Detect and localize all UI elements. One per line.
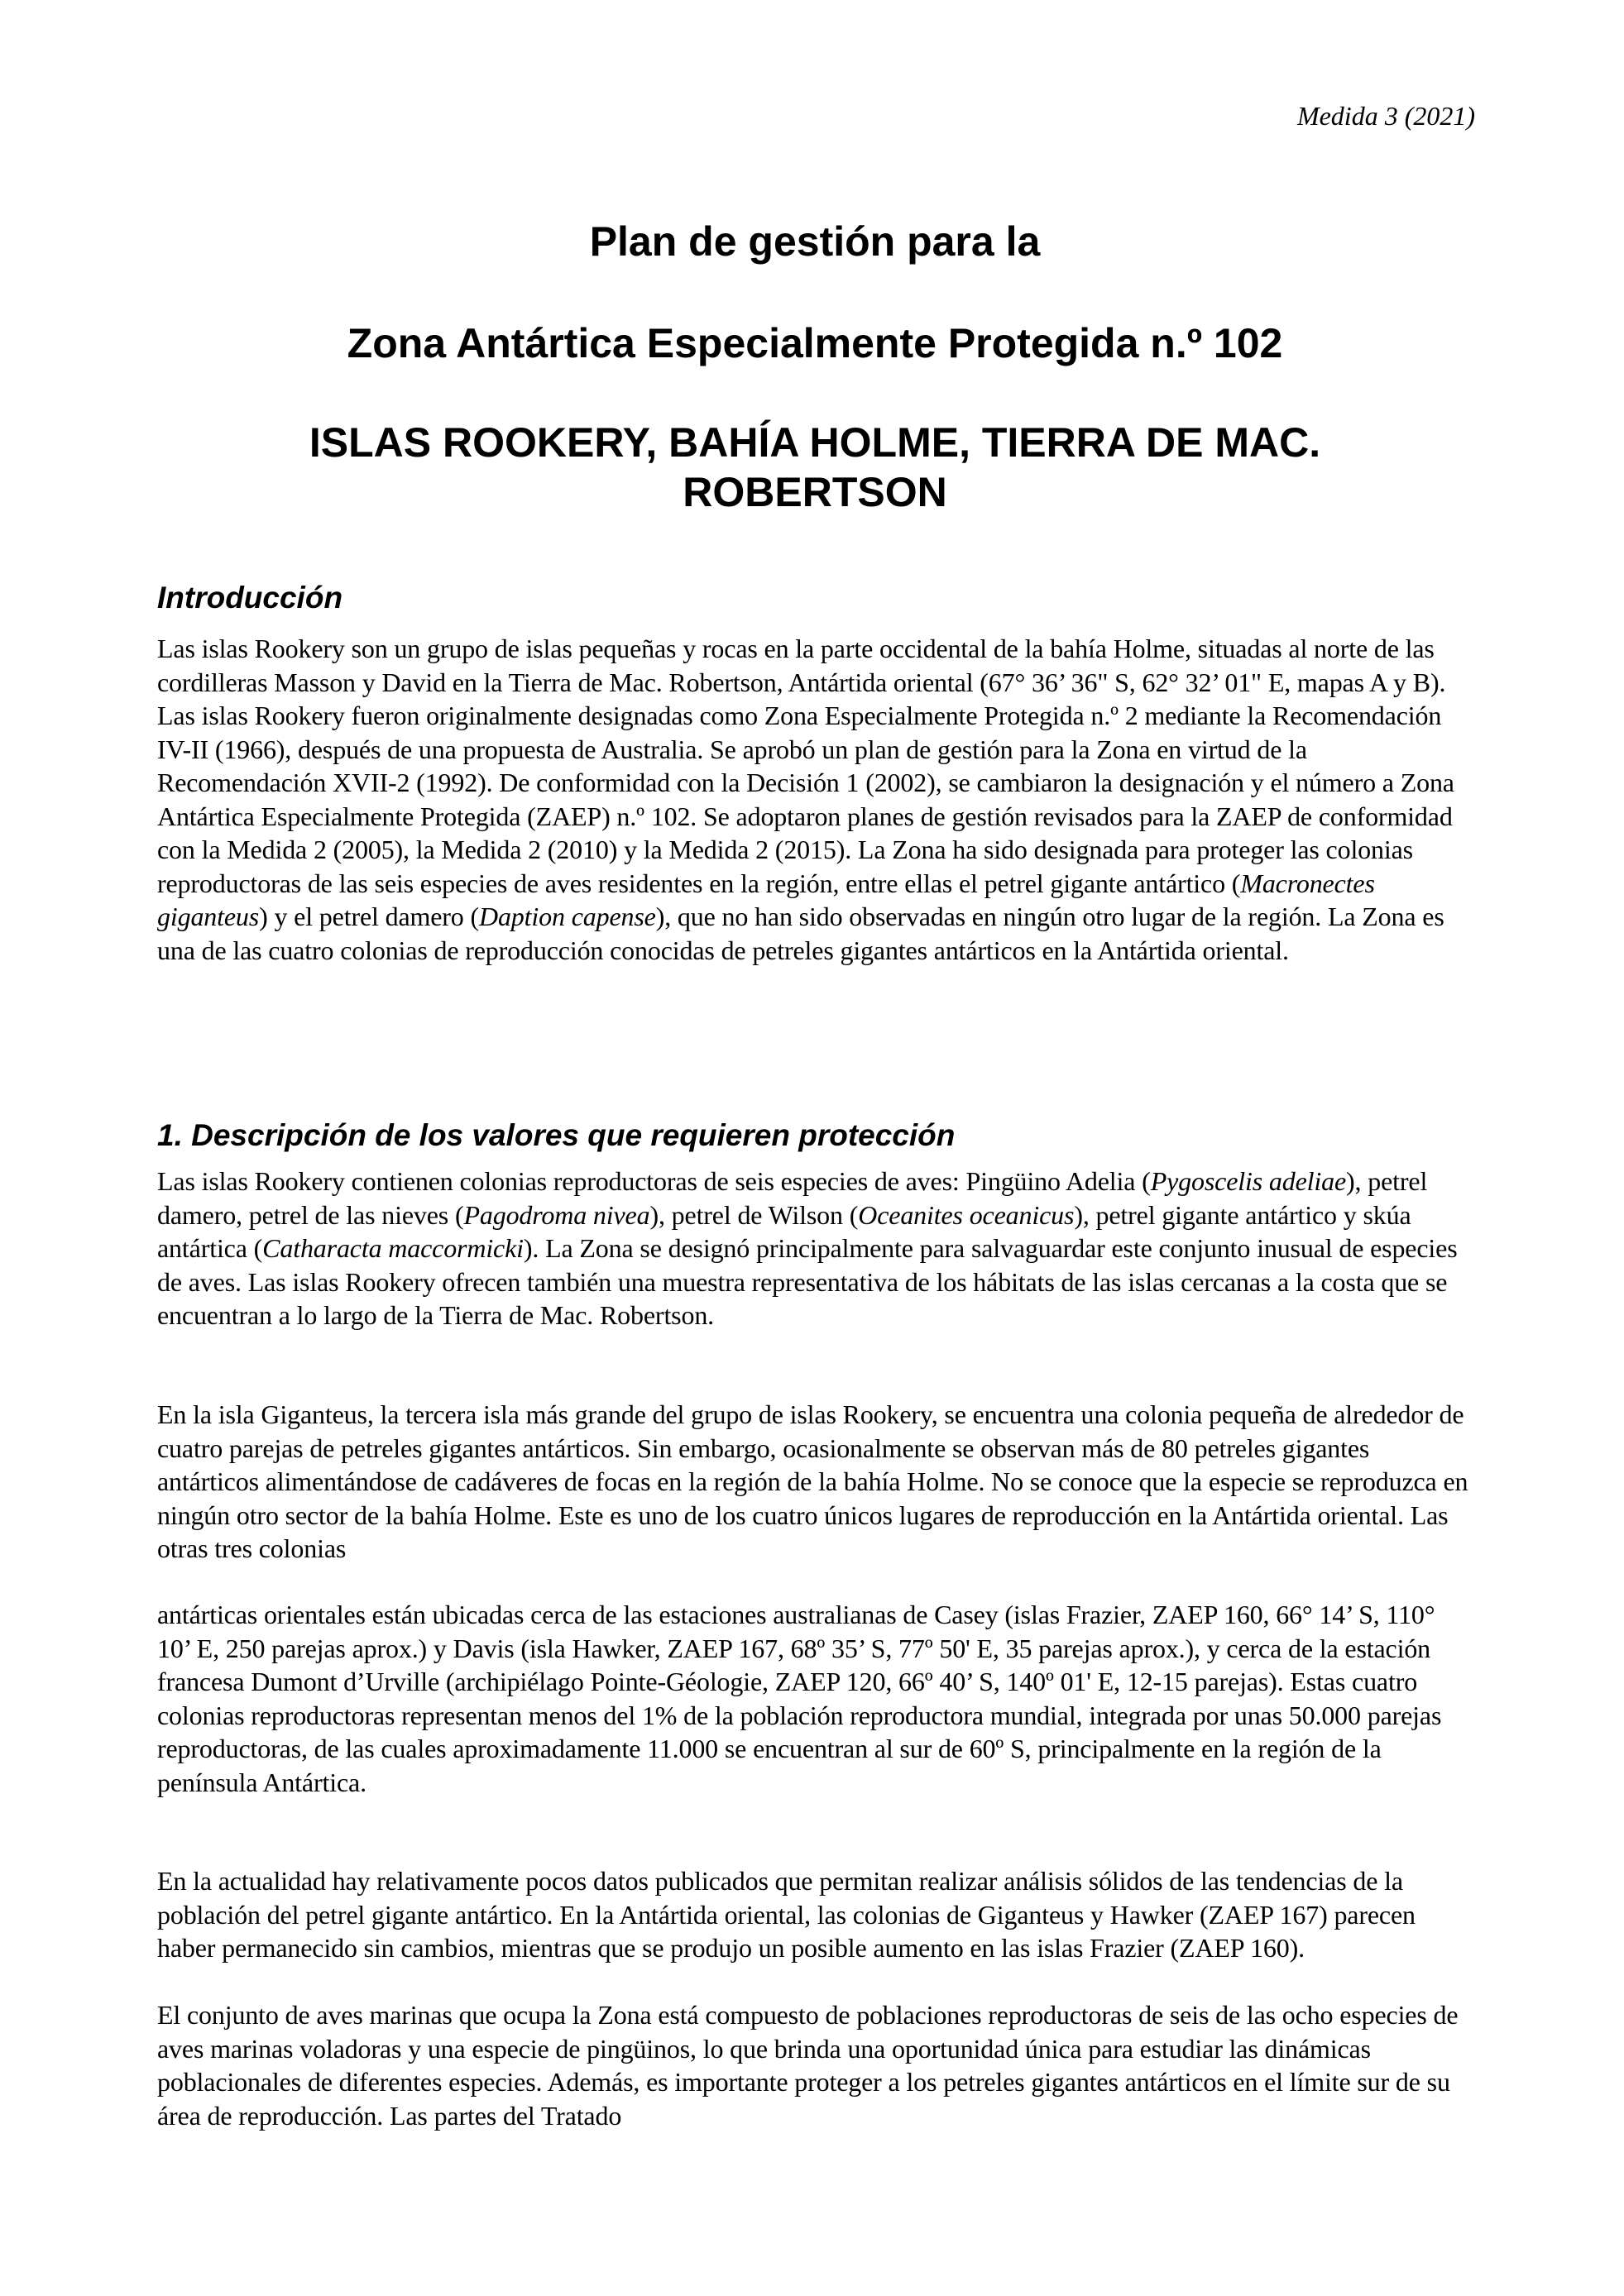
species-name: Macronectes giganteus <box>157 868 1375 931</box>
text-run: Las islas Rookery contienen colonias reproductoras de seis especies de aves: Pingüino Adelia ( <box>157 1166 1151 1196</box>
species-name: Oceanites oceanicus <box>858 1199 1075 1230</box>
title-line-3: ISLAS ROOKERY, BAHÍA HOLME, TIERRA DE MAC. ROBERTSON <box>309 419 1321 515</box>
species-name: Daption capense <box>479 902 656 931</box>
text-run: ), que no han sido observadas en ningún otro lugar de la región. La Zona es una de las cuatro colonias de reproducción conocidas de petreles gigantes antárticos en la Antártida oriental. <box>157 902 1444 965</box>
title-line-1: Plan de gestión para la <box>589 218 1041 265</box>
text-run: ) y el petrel damero ( <box>259 902 479 931</box>
section-1-paragraph-1 <box>157 1165 1468 1332</box>
measure-reference: Medida 3 (2021) <box>1296 101 1475 131</box>
species-name: Catharacta maccormicki <box>262 1233 524 1263</box>
section-1-paragraph-5: El conjunto de aves marinas que ocupa la Zona está compuesto de poblaciones reproductoras de seis de las ocho especies de aves marinas voladoras y una especie de pingüinos, lo que brinda una oportunidad única para estudiar las dinámicas poblacionales de diferentes especies. Además, es importante proteger a los petreles gigantes antárticos en el límite sur de su área de reproducción. Las partes del Tratado <box>157 2000 1459 2131</box>
text-run: ), petrel de Wilson ( <box>649 1199 859 1230</box>
introduction-paragraph <box>157 632 1468 967</box>
species-name: Pagodroma nivea <box>463 1199 650 1230</box>
title-line-2: Zona Antártica Especialmente Protegida n.º 102 <box>347 320 1283 366</box>
text-run: ), petrel gigante antártico y skúa antártica ( <box>157 1199 1411 1263</box>
section-1-paragraph-4: En la actualidad hay relativamente pocos datos publicados que permitan realizar análisis sólidos de las tendencias de la población del petrel gigante antártico. En la Antártida oriental, las colonias de Giganteus y Hawker (ZAEP 167) parecen haber permanecido sin cambios, mientras que se produjo un posible aumento en las islas Frazier (ZAEP 160). <box>157 1866 1416 1963</box>
introduction-heading: Introducción <box>157 581 343 615</box>
section-1-paragraph-3: antárticas orientales están ubicadas cerca de las estaciones australianas de Casey (islas Frazier, ZAEP 160, 66° 14’ S, 110° 10’ E, 250 parejas aprox.) y Davis (isla Hawker, ZAEP 167, 68º 35’ S, 77º 50' E, 35 parejas aprox.), y cerca de la estación francesa Dumont d’Urville (archipiélago Pointe-Géologie, ZAEP 120, 66º 40’ S, 140º 01' E, 12-15 parejas). Estas cuatro colonias reproductoras representan menos del 1% de la población reproductora mundial, integrada por unas 50.000 parejas reproductoras, de las cuales aproximadamente 11.000 se encuentran al sur de 60º S, principalmente en la región de la península Antártica. <box>157 1600 1442 1797</box>
species-name: Pygoscelis adeliae <box>1150 1166 1347 1196</box>
text-run: ). La Zona se designó principalmente para salvaguardar este conjunto inusual de especies de aves. Las islas Rookery ofrecen también una muestra representativa de los hábitats de las islas cercanas a la costa que se encuentran a lo largo de la Tierra de Mac. Robertson. <box>157 1233 1458 1330</box>
section-1-paragraph-2: En la isla Giganteus, la tercera isla más grande del grupo de islas Rookery, se encuentra una colonia pequeña de alrededor de cuatro parejas de petreles gigantes antárticos. Sin embargo, ocasionalmente se observan más de 80 petreles gigantes antárticos alimentándose de cadáveres de focas en la región de la bahía Holme. No se conoce que la especie se reproduzca en ningún otro sector de la bahía Holme. Este es uno de los cuatro únicos lugares de reproducción en la Antártida oriental. Las otras tres colonias <box>157 1399 1468 1563</box>
text-run: ), petrel damero, petrel de las nieves ( <box>157 1166 1428 1230</box>
section-1-heading: 1. Descripción de los valores que requieren protección <box>157 1118 956 1152</box>
text-run: Las islas Rookery son un grupo de islas pequeñas y rocas en la parte occidental de la bahía Holme, situadas al norte de las cordilleras Masson y David en la Tierra de Mac. Robertson, Antártida oriental (67° 36’ 36" S, 62° 32’ 01" E, mapas A y B). Las islas Rookery fueron originalmente designadas como Zona Especialmente Protegida n.º 2 mediante la Recomendación IV-II (1966), después de una propuesta de Australia. Se aprobó un plan de gestión para la Zona en virtud de la Recomendación XVII-2 (1992). De conformidad con la Decisión 1 (2002), se cambiaron la designación y el número a Zona Antártica Especialmente Protegida (ZAEP) n.º 102. Se adoptaron planes de gestión revisados para la ZAEP de conformidad con la Medida 2 (2005), la Medida 2 (2010) y la Medida 2 (2015). La Zona ha sido designada para proteger las colonias reproductoras de las seis especies de aves residentes en la región, entre ellas el petrel gigante antártico ( <box>157 634 1454 898</box>
